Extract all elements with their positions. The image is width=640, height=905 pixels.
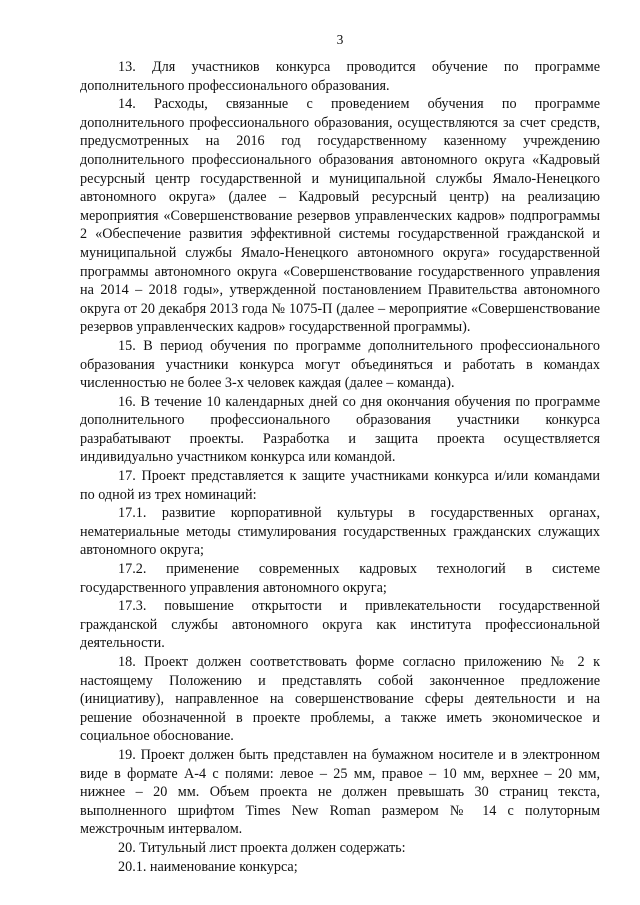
page-number: 3 bbox=[336, 32, 344, 47]
paragraph-15: 15. В период обучения по программе дополнительного профессионального образования участники конкурса могут объединяться и работать в командах численностью не более 3-х человек каждая (далее – команда). bbox=[80, 337, 600, 392]
paragraph-20-1: 20.1. наименование конкурса; bbox=[118, 858, 298, 875]
paragraph-14: 14. Расходы, связанные с проведением обучения по программе дополнительного профессионального образования, осуществляются за счет средств, предусмотренных на 2016 год государственному казенному учреждению дополнительного профессионального образования автономного округа «Кадровый ресурсный центр государственной и муниципальной службы Ямало-Ненецкого автономного округа» (далее – Кадровый ресурсный центр) на реализацию мероприятия «Совершенствование резервов управленческих кадров» подпрограммы 2 «Обеспечение развития эффективной системы государственной гражданской и муниципальной службы Ямало-Ненецкого автономного округа» государственной программы автономного округа «Совершенствование государственного управления на 2014 – 2018 годы», утвержденной постановлением Правительства автономного округа от 20 декабря 2013 года № 1075-П (далее – мероприятие «Совершенствование резервов управленческих кадров» государственной программы). bbox=[80, 96, 600, 336]
paragraph-19: 19. Проект должен быть представлен на бумажном носителе и в электронном виде в формате А-4 с полями: левое – 25 мм, правое – 10 мм, верхнее – 20 мм, нижнее – 20 мм. Объем проекта не должен превышать 30 страниц текста, выполненного шрифтом Times New Roman размером № 14 с полуторным межстрочным интервалом. bbox=[80, 746, 600, 838]
paragraph-17-3: 17.3. повышение открытости и привлекательности государственной гражданской службы автономного округа как института профессиональной деятельности. bbox=[80, 598, 600, 652]
paragraph-18: 18. Проект должен соответствовать форме согласно приложению № 2 к настоящему Положению и представлять собой законченное предложение (инициативу), направленное на совершенствование сферы деятельности и на решение обозначенной в проекте проблемы, а также иметь экономическое и социальное обоснование. bbox=[80, 654, 600, 745]
paragraph-16: 16. В течение 10 календарных дней со дня окончания обучения по программе дополнительного профессионального образования участники конкурса разрабатывают проекты. Разработка и защита проекта осуществляется индивидуально участником конкурса или командой. bbox=[80, 393, 600, 466]
paragraph-20: 20. Титульный лист проекта должен содержать: bbox=[118, 839, 406, 856]
document-page bbox=[80, 32, 600, 876]
paragraph-13: 13. Для участников конкурса проводится обучение по программе дополнительного профессионального образования. bbox=[80, 59, 600, 94]
paragraph-17-2: 17.2. применение современных кадровых технологий в системе государственного управления автономного округа; bbox=[80, 561, 600, 596]
paragraph-17-1: 17.1. развитие корпоративной культуры в государственных органах, нематериальные методы стимулирования государственных гражданских служащих автономного округа; bbox=[80, 505, 600, 559]
paragraph-17: 17. Проект представляется к защите участниками конкурса и/или командами по одной из трех номинаций: bbox=[80, 468, 600, 503]
